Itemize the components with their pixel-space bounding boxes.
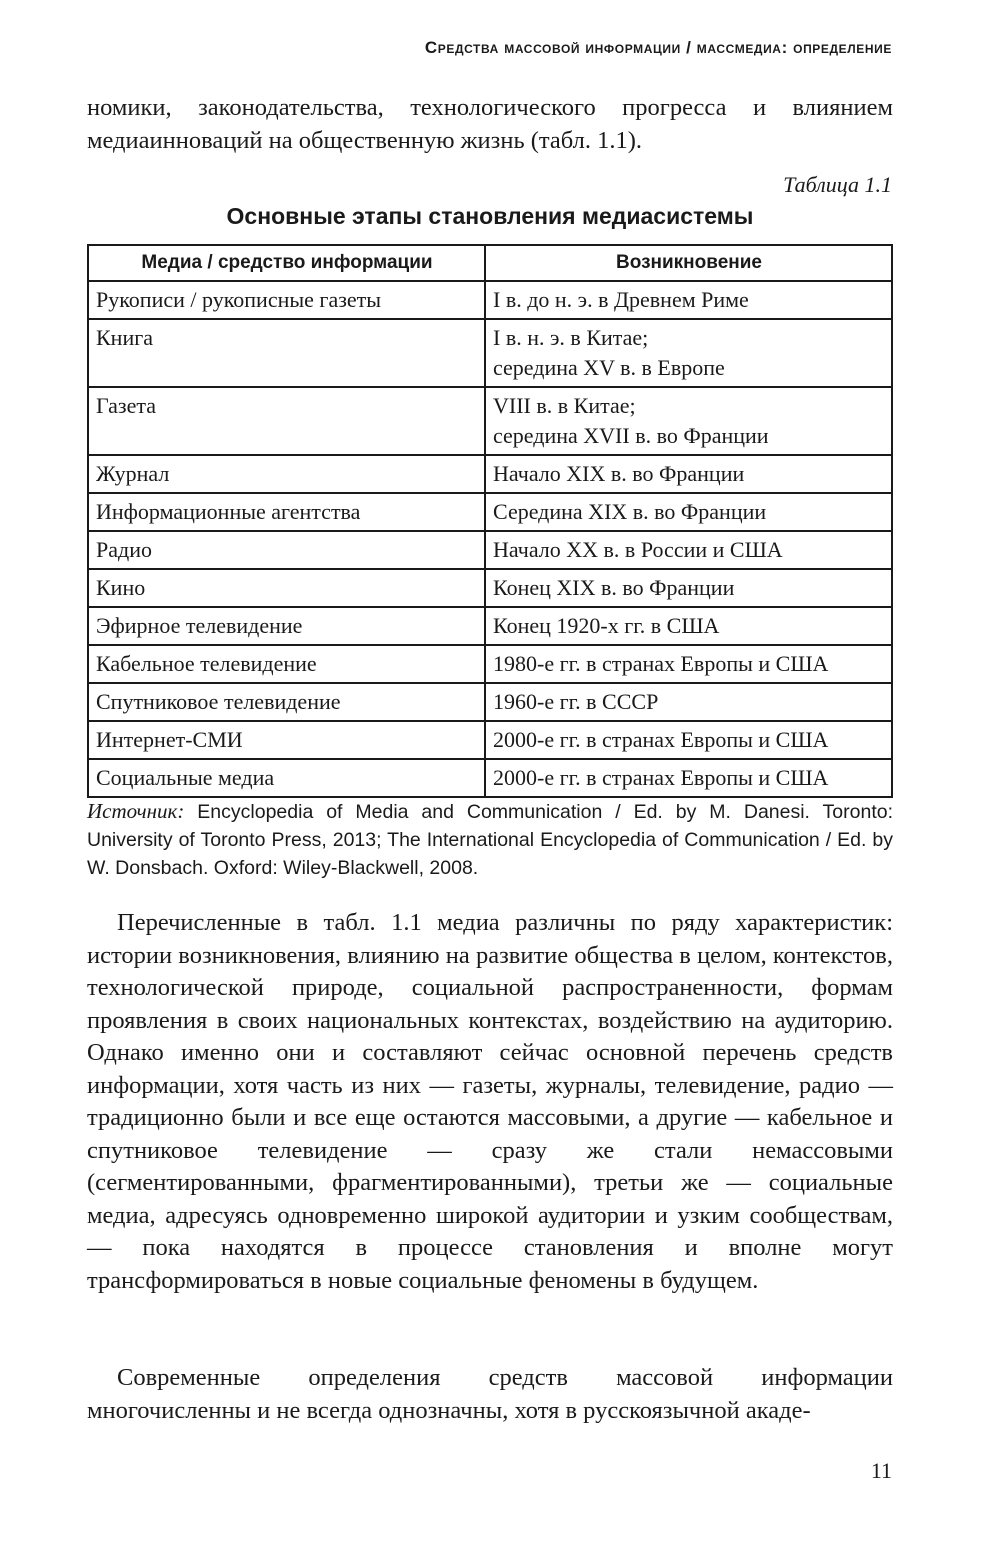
intro-paragraph: номики, законодательства, технологического прогресса и влиянием медиаинноваций на общественную жизнь (табл. 1.1). xyxy=(87,94,893,154)
media-stages-table xyxy=(87,244,893,798)
cell-origin: VIII в. в Китае; середина XVII в. во Франции xyxy=(485,387,892,455)
body-paragraph-1: Перечисленные в табл. 1.1 медиа различны по ряду характеристик: истории возникновения, влиянию на развитие общества в целом, контекстов, технологической природе, социальной распространенности, формам проявления в своих национальных контекстах, воздействию на аудиторию. Однако именно они и составляют сейчас основной перечень средств информации, хотя часть из них — газеты, журналы, телевидение, радио — традиционно были и все еще остаются массовыми, а другие — кабельное и спутниковое телевидение — сразу же стали немассовыми (сегментированными, фрагментированными), третьи же — социальные медиа, адресуясь одновременно широкой аудитории и узким сообществам, — пока находятся в процессе становления и вполне могут трансформироваться в новые социальные феномены в будущем. xyxy=(87,909,893,1294)
cell-media: Радио xyxy=(88,531,485,569)
table-row xyxy=(88,569,892,607)
cell-media: Кино xyxy=(88,569,485,607)
table-title: Основные этапы становления медиасистемы xyxy=(226,203,754,229)
running-header: Средства массовой информации / массмедиа: определение xyxy=(424,38,892,57)
table-header-row xyxy=(88,245,892,281)
cell-media: Газета xyxy=(88,387,485,455)
cell-origin: 1960-е гг. в СССР xyxy=(485,683,892,721)
source-text: Encyclopedia of Media and Communication / Ed. by M. Danesi. Toronto: University of Toronto Press, 2013; The International Encyclopedia of Communication / Ed. by W. Donsbach. Oxford: Wiley-Blackwell, 2008. xyxy=(87,801,893,879)
table-row xyxy=(88,645,892,683)
cell-media: Журнал xyxy=(88,455,485,493)
cell-origin: Начало XX в. в России и США xyxy=(485,531,892,569)
table-row xyxy=(88,721,892,759)
table-row xyxy=(88,493,892,531)
table-source-note xyxy=(87,797,893,882)
table-row xyxy=(88,607,892,645)
cell-media: Эфирное телевидение xyxy=(88,607,485,645)
page-number: 11 xyxy=(870,1458,892,1483)
table-row xyxy=(88,281,892,319)
table-row xyxy=(88,455,892,493)
cell-media: Информационные агентства xyxy=(88,493,485,531)
cell-origin: 2000-е гг. в странах Европы и США xyxy=(485,721,892,759)
cell-origin: Начало XIX в. во Франции xyxy=(485,455,892,493)
cell-origin: Конец 1920-х гг. в США xyxy=(485,607,892,645)
cell-origin: I в. н. э. в Китае; середина XV в. в Европе xyxy=(485,319,892,387)
cell-origin: Конец XIX в. во Франции xyxy=(485,569,892,607)
table-row xyxy=(88,683,892,721)
cell-origin: 1980-е гг. в странах Европы и США xyxy=(485,645,892,683)
cell-media: Интернет-СМИ xyxy=(88,721,485,759)
cell-media: Кабельное телевидение xyxy=(88,645,485,683)
cell-origin: 2000-е гг. в странах Европы и США xyxy=(485,759,892,797)
table-row xyxy=(88,531,892,569)
cell-media: Рукописи / рукописные газеты xyxy=(88,281,485,319)
cell-media: Социальные медиа xyxy=(88,759,485,797)
header-media: Медиа / средство информации xyxy=(88,245,485,281)
table-caption: Таблица 1.1 xyxy=(783,172,892,197)
body-paragraph-2: Современные определения средств массовой информации многочисленны и не всегда однозначны, хотя в русскоязычной акаде- xyxy=(87,1364,893,1424)
cell-media: Спутниковое телевидение xyxy=(88,683,485,721)
cell-origin: I в. до н. э. в Древнем Риме xyxy=(485,281,892,319)
cell-origin: Середина XIX в. во Франции xyxy=(485,493,892,531)
cell-media: Книга xyxy=(88,319,485,387)
header-origin: Возникновение xyxy=(485,245,892,281)
table-row xyxy=(88,759,892,797)
source-label: Источник: xyxy=(87,799,185,823)
table-row xyxy=(88,319,892,387)
table-row xyxy=(88,387,892,455)
